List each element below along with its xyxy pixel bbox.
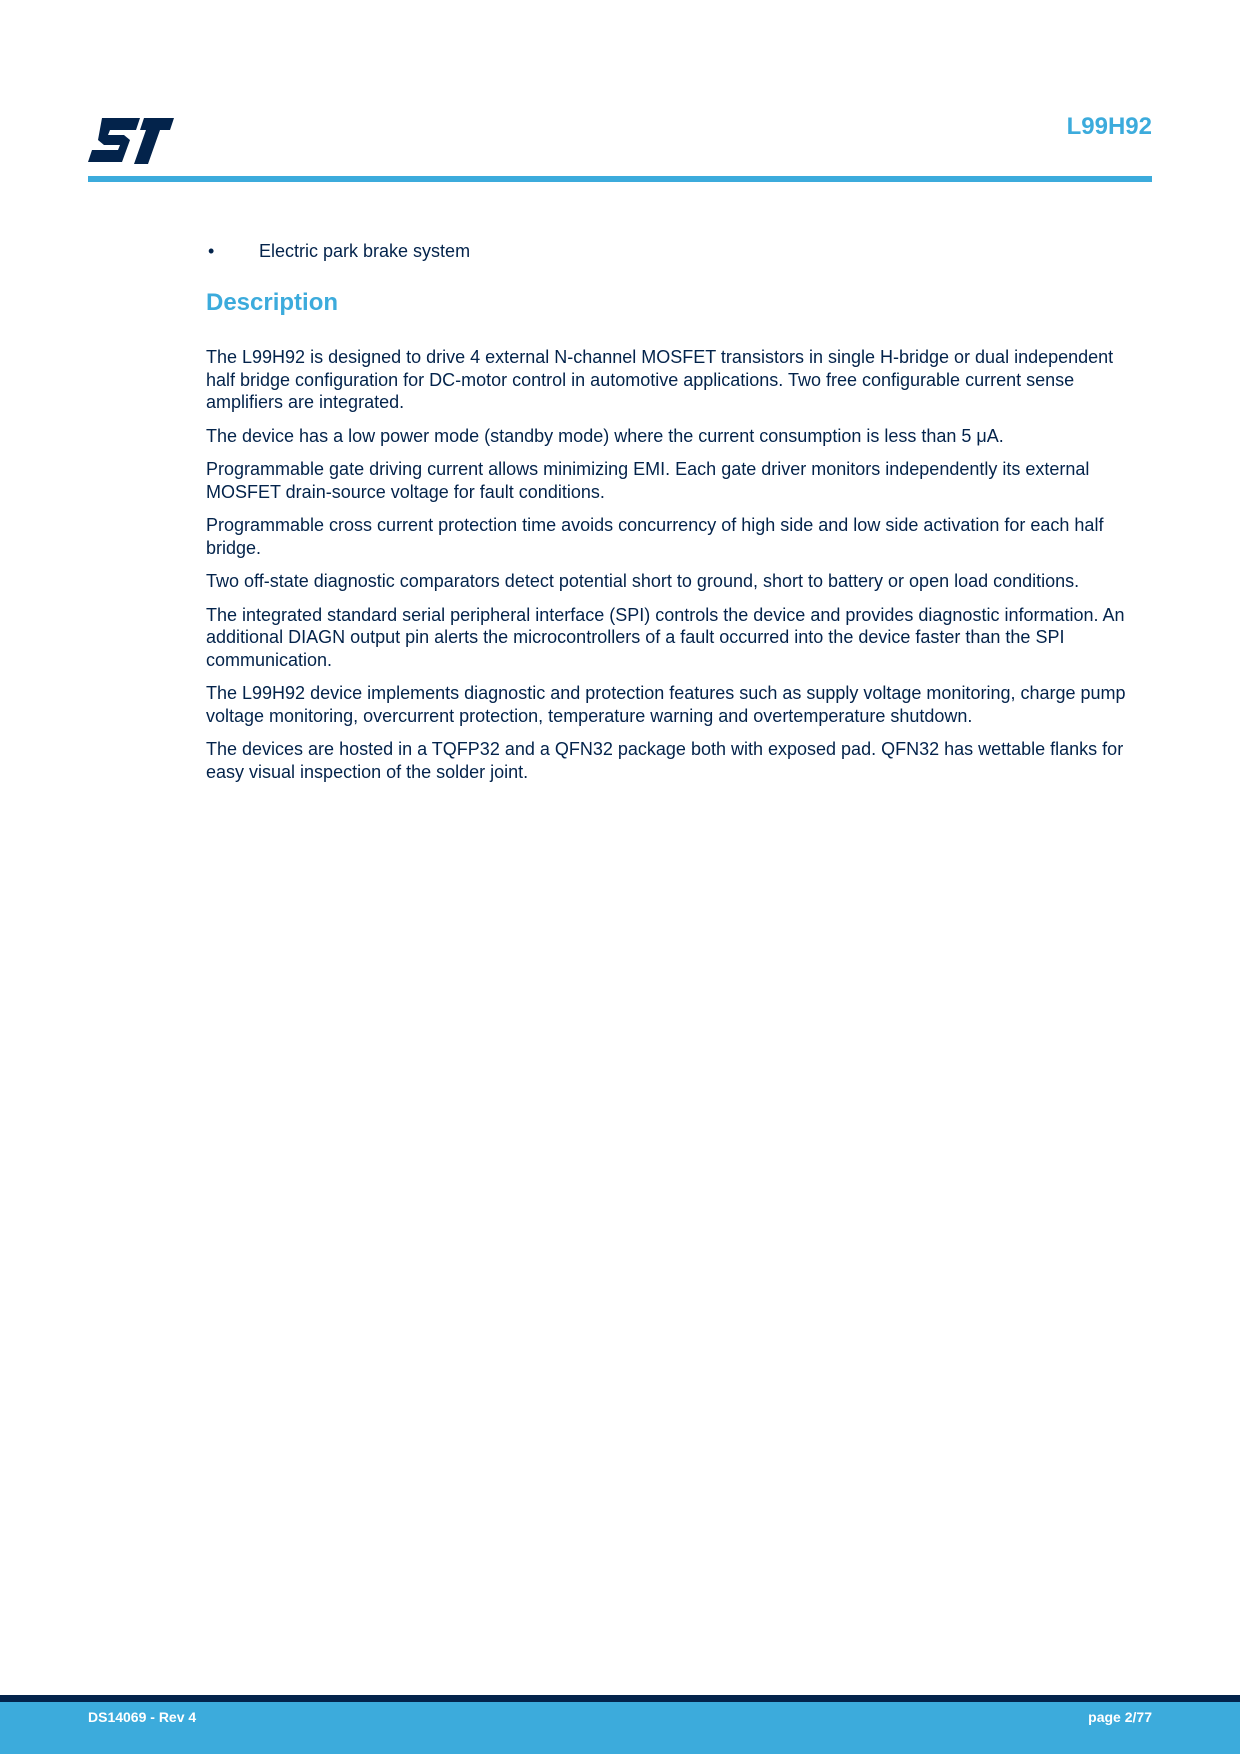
description-paragraph: Programmable cross current protection time avoids concurrency of high side and low side activation for each half bridge. (206, 515, 1104, 558)
document-revision: DS14069 - Rev 4 (88, 1709, 197, 1725)
description-paragraph: The devices are hosted in a TQFP32 and a QFN32 package both with exposed pad. QFN32 has wettable flanks for easy visual inspection of the solder joint. (206, 739, 1124, 782)
header-divider (88, 176, 1152, 182)
description-paragraph: The device has a low power mode (standby mode) where the current consumption is less than 5 μA. (206, 425, 1004, 446)
description-paragraph: The integrated standard serial peripheral interface (SPI) controls the device and provides diagnostic information. An additional DIAGN output pin alerts the microcontrollers of a fault occurred into the device faster than the SPI communication. (206, 604, 1125, 670)
list-item (206, 237, 1146, 265)
description-paragraph: Programmable gate driving current allows minimizing EMI. Each gate driver monitors independently its external MOSFET drain-source voltage for fault conditions. (206, 459, 1090, 502)
list-item-text: Electric park brake system (259, 241, 471, 261)
page-content (206, 237, 1146, 794)
description-paragraph: The L99H92 device implements diagnostic and protection features such as supply voltage monitoring, charge pump voltage monitoring, overcurrent protection, temperature warning and overtemperature shutdown. (206, 683, 1126, 726)
footer-divider (0, 1695, 1240, 1702)
description-paragraph: Two off-state diagnostic comparators detect potential short to ground, short to battery or open load conditions. (206, 571, 1080, 591)
bullet-icon: • (208, 241, 215, 261)
section-heading: Description (206, 289, 339, 316)
application-list (206, 237, 1146, 265)
document-title: L99H92 (1066, 113, 1152, 140)
st-logo (88, 118, 174, 166)
page-number: page 2/77 (1088, 1709, 1152, 1725)
description-paragraph: The L99H92 is designed to drive 4 external N-channel MOSFET transistors in single H-bridge or dual independent half bridge configuration for DC-motor control in automotive applications. Two free configurable current sense amplifiers are integrated. (206, 347, 1114, 412)
page-footer (0, 1702, 1240, 1754)
